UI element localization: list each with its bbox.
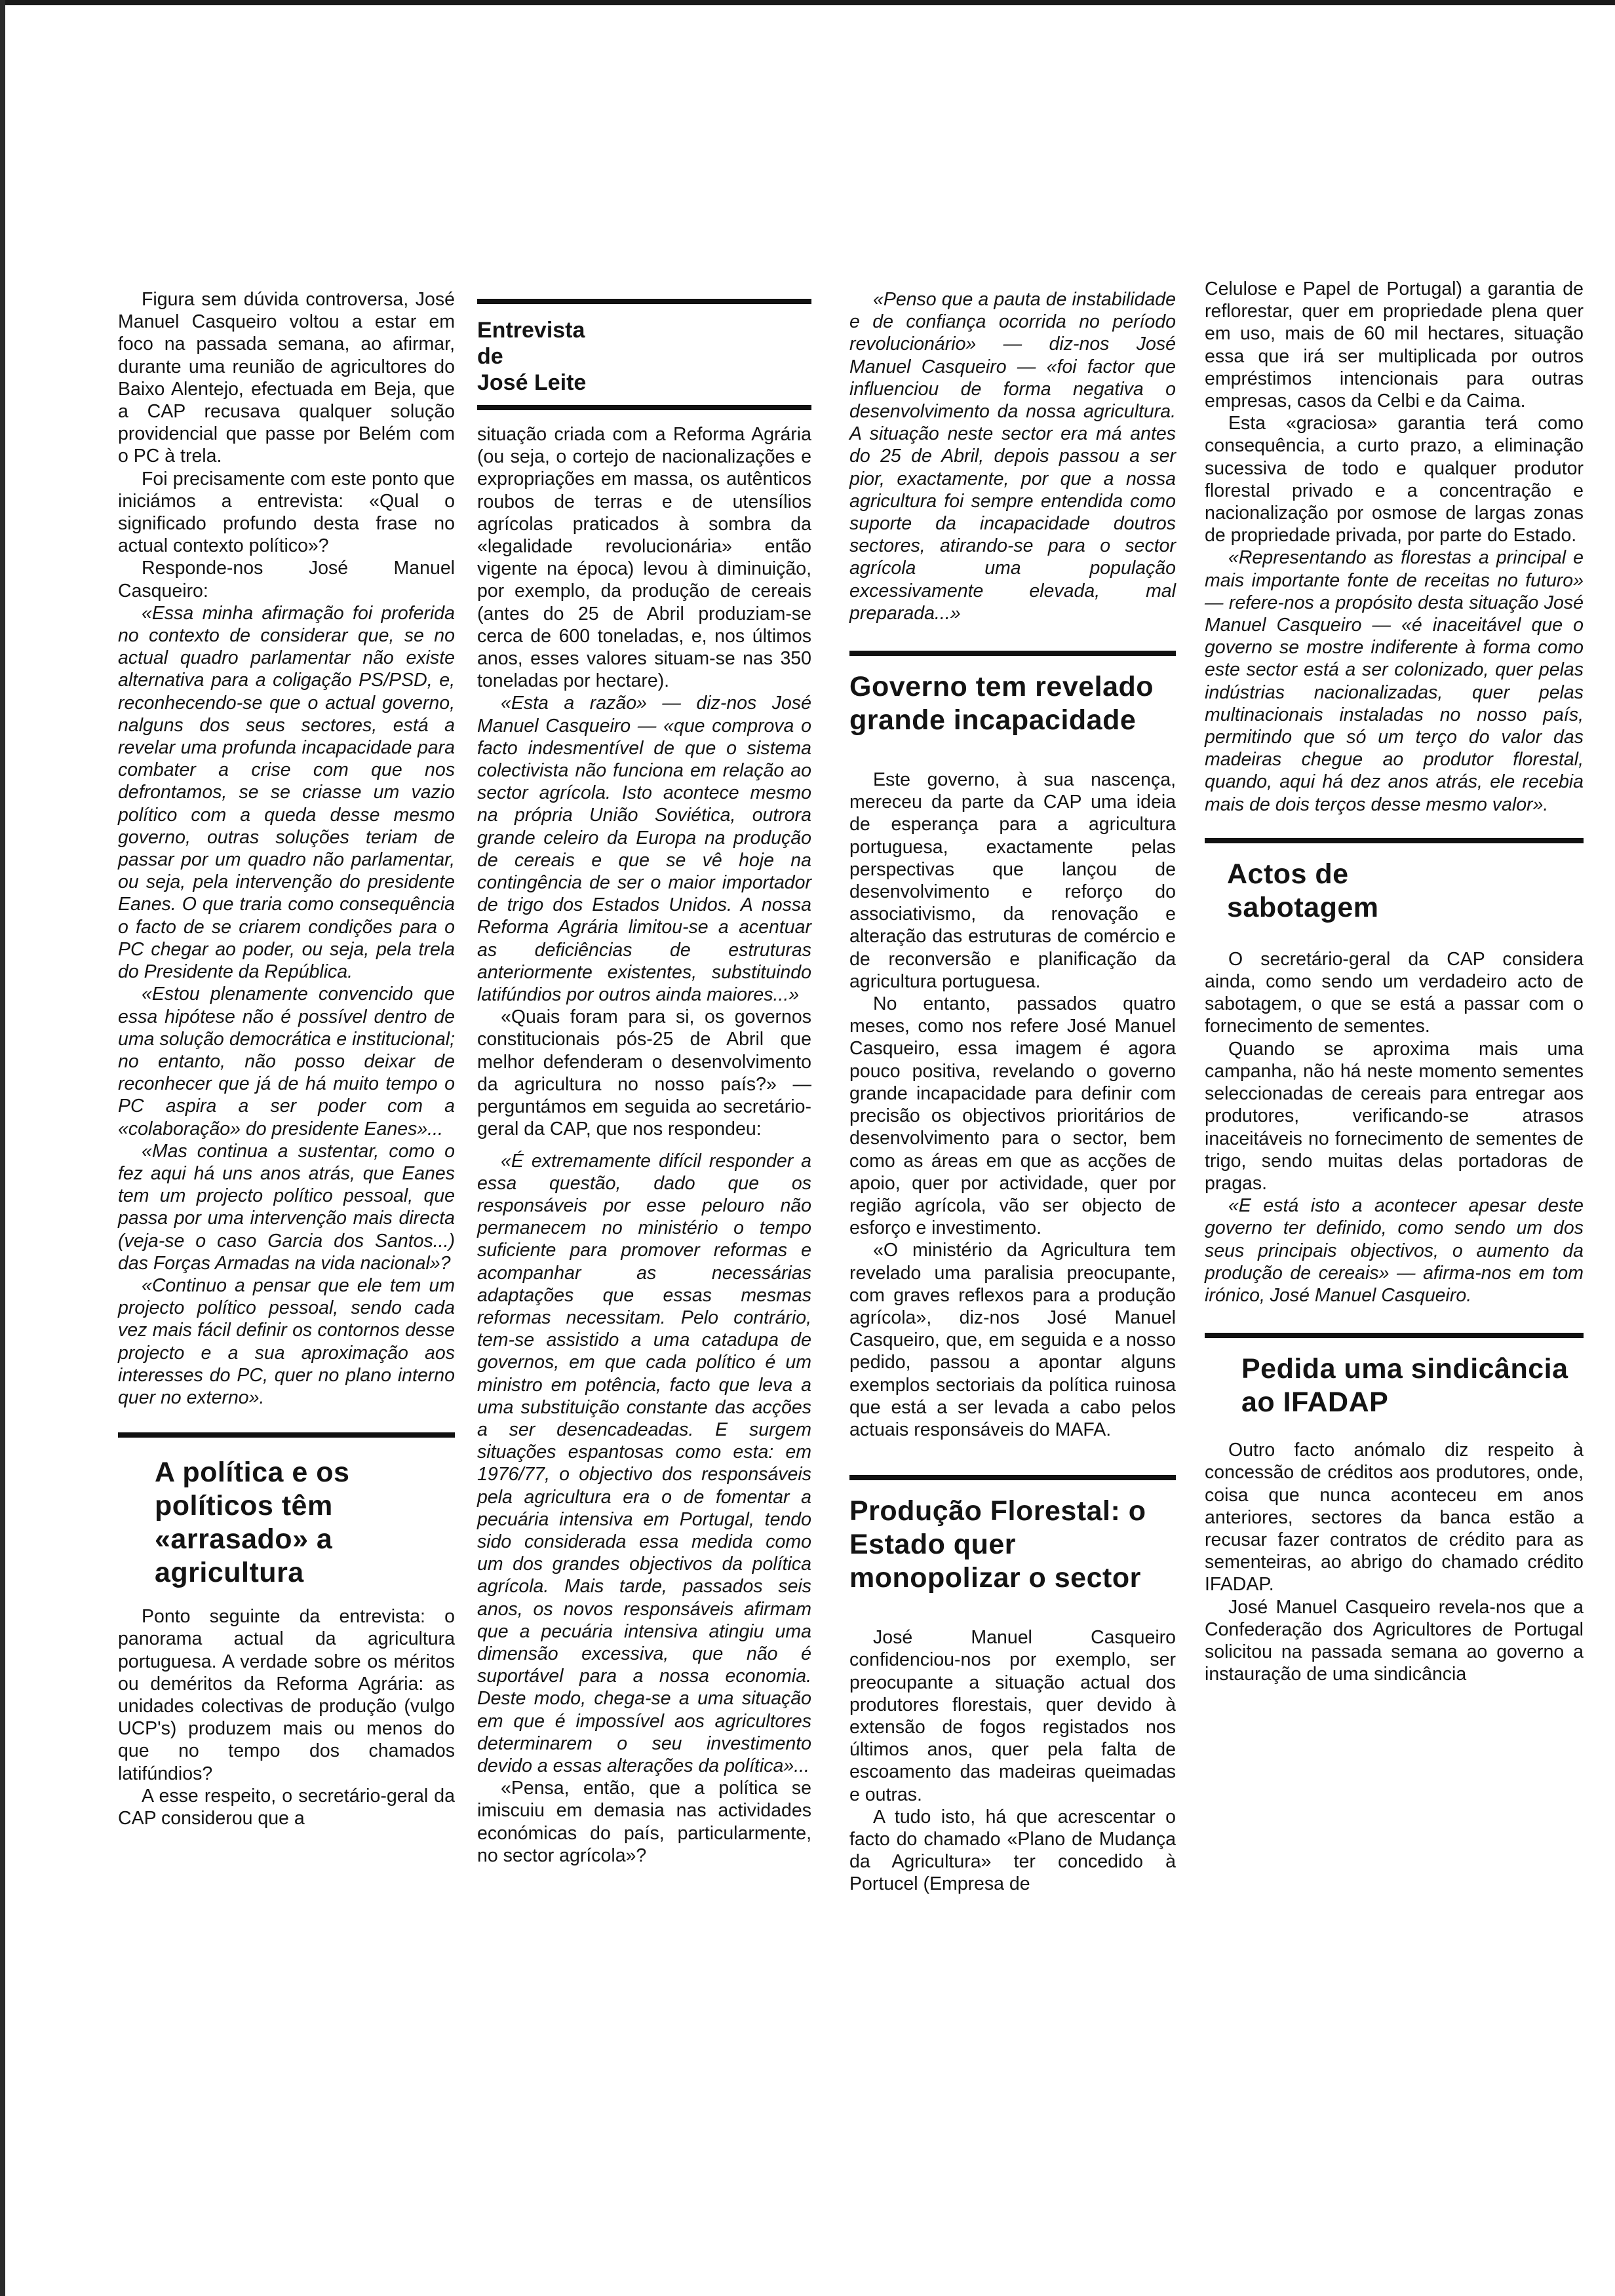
article-paragraph: Esta «graciosa» garantia terá como consequência, a curto prazo, a eliminação sucessiva de todo e qualquer produtor florestal privado e a concentração e nacionalização por osmose de largas zonas de propriedade privada, por parte do Estado.	[1205, 413, 1584, 546]
article-paragraph: Figura sem dúvida controversa, José Manuel Casqueiro voltou a estar em foco na passada semana, ao afirmar, durante uma reunião de agricultores do Baixo Alentejo, efectuada em Beja, que a CAP recusava qualquer solução providencial que passe por Belém com o PC à trela.	[118, 289, 455, 467]
section-heading-ifadap: Pedida uma sindicância ao IFADAP	[1241, 1353, 1568, 1419]
article-paragraph: José Manuel Casqueiro revela-nos que a Confederação dos Agricultores de Portugal solicitou na passada semana ao governo a instauração de uma sindicância	[1205, 1596, 1584, 1685]
byline-author: José Leite	[477, 370, 587, 395]
question-paragraph: «Quais foram para si, os governos constitucionais pós-25 de Abril que melhor defenderam o desenvolvimento da agricultura no nosso país?» — perguntámos em seguida ao secretário-geral da CAP, que nos respondeu:	[477, 1006, 811, 1140]
quote-paragraph: «E está isto a acontecer apesar deste governo ter definido, como sendo um dos seus principais objectivos, o aumento da produção de cereais» — afirma-nos em tom irónico, José Manuel Casqueiro.	[1205, 1195, 1584, 1306]
article-paragraph: Celulose e Papel de Portugal) a garantia de reflorestar, quer em propriedade plena quer em uso, mais de 60 mil hectares, situação essa que irá ser multiplicada por outros empréstimos intencionais para outras empresas, casos da Celbi e da Caima.	[1205, 278, 1584, 412]
quote-paragraph: «Penso que a pauta de instabilidade e de confiança ocorrida no período revolucionário» — diz-nos José Manuel Casqueiro — «foi factor que influenciou de forma negativa o desenvolvimento da nossa agricultura. A situação neste sector era má antes do 25 de Abril, depois passou a ser pior, exactamente, por que a nossa agricultura foi sempre entendida como suporte da incapacidade doutros sectores, atirando-se para o sector agrícola uma população excessivamente elevada, mal preparada...»	[849, 289, 1176, 624]
article-paragraph: A esse respeito, o secretário-geral da CAP considerou que a	[118, 1785, 455, 1829]
column-3	[849, 288, 1176, 1896]
section-divider	[1205, 838, 1584, 843]
article-paragraph: No entanto, passados quatro meses, como nos refere José Manuel Casqueiro, essa imagem é agora pouco positiva, revelando o governo grande incapacidade para definir com precisão os objectivos prioritários de desenvolvimento para o sector, bem como as áreas em que as acções de apoio, quer por actividade, quer por região agrícola, vão ser objecto de esforço e investimento.	[849, 993, 1176, 1239]
byline-title: Entrevista	[477, 318, 585, 343]
article-paragraph: Foi precisamente com este ponto que iniciámos a entrevista: «Qual o significado profundo desta frase no actual contexto político»?	[118, 468, 455, 557]
article-paragraph: Quando se aproxima mais uma campanha, não há neste momento sementes seleccionadas de cereais para entregar aos produtores, verificando-se atrasos inaceitáveis no fornecimento de sementes de trigo, sendo muitas delas portadoras de pragas.	[1205, 1038, 1584, 1194]
section-heading-sabotage: Actos de sabotagem	[1227, 858, 1379, 923]
quote-paragraph: «É extremamente difícil responder a essa questão, dado que os responsáveis por esse pelouro não permanecem no ministério o tempo suficiente para promover reformas e acompanhar as necessárias adaptações que essas mesmas reformas necessitam. Pelo contrário, tem-se assistido a uma catadupa de governos, em que cada político é um ministro em potência, facto que leva a uma substituição constante das acções a ser desencadeadas. E surgem situações espantosas como esta: em 1976/77, o objectivo dos responsáveis pela agricultura era o de fomentar a pecuária intensiva em Portugal, tendo sido considerada essa medida como um dos grandes objectivos da política agrícola. Mais tarde, passados seis anos, os novos responsáveis afirmam que a pecuária intensiva atingiu uma dimensão excessiva, que não é suportável para a nossa economia. Deste modo, chega-se a uma situação em que é impossível aos agricultores determinarem o seu investimento devido a essas alterações da política»...	[477, 1150, 811, 1776]
section-heading-forestry: Produção Florestal: o Estado quer monopolizar o sector	[849, 1495, 1146, 1594]
quote-paragraph: «Estou plenamente convencido que essa hipótese não é possível dentro de uma solução democrática e institucional; no entanto, não posso deixar de reconhecer que já de há muito tempo o PC aspira a ser poder com a «colaboração» do presidente Eanes»...	[118, 984, 455, 1139]
byline-de: de	[477, 344, 503, 369]
article-paragraph: O secretário-geral da CAP considera ainda, como sendo um verdadeiro acto de sabotagem, o que se está a passar com o fornecimento de sementes.	[1205, 948, 1584, 1037]
article-paragraph: situação criada com a Reforma Agrária (ou seja, o cortejo de nacionalizações e expropriações em massa, os autênticos roubos de terras e de utensílios agrícolas praticados à sombra da «legalidade revolucionária» então vigente na época) levou à diminuição, por exemplo, da produção de cereais (antes do 25 de Abril produziam-se cerca de 600 toneladas, e, nos últimos anos, esses valores situam-se nas 350 toneladas por hectare).	[477, 424, 811, 692]
article-paragraph: Outro facto anómalo diz respeito à concessão de créditos aos produtores, onde, coisa que nunca aconteceu em anos anteriores, sectores da banca estão a recusar fazer contratos de crédito para as sementeiras, ao abrigo do chamado crédito IFADAP.	[1205, 1440, 1584, 1596]
article-paragraph: Ponto seguinte da entrevista: o panorama actual da agricultura portuguesa. A verdade sobre os méritos ou deméritos da Reforma Agrária: as unidades colectivas de produção (vulgo UCP's) produzem mais ou menos do que no tempo dos chamados latifúndios?	[118, 1606, 455, 1784]
question-paragraph: «Pensa, então, que a política se imiscuiu em demasia nas actividades económicas do país, particularmente, no sector agrícola»?	[477, 1778, 811, 1866]
article-paragraph: A tudo isto, há que acrescentar o facto do chamado «Plano de Mudança da Agricultura» ter concedido à Portucel (Empresa de	[849, 1806, 1176, 1895]
byline-bottom-rule	[477, 405, 811, 410]
article-paragraph: Este governo, à sua nascença, mereceu da parte da CAP uma ideia de esperança para a agricultura portuguesa, exactamente pelas perspectivas que lançou de desenvolvimento e reforço do associativismo, da renovação e alteração das estruturas de comércio e de reconversão e planificação da agricultura portuguesa.	[849, 769, 1176, 992]
article-paragraph: «O ministério da Agricultura tem revelado uma paralisia preocupante, com graves reflexos para a produção agrícola», diz-nos José Manuel Casqueiro, que, em seguida e a nosso pedido, passou a apontar alguns exemplos sectoriais da política ruinosa que está a ser levada a cabo pelos actuais responsáveis do MAFA.	[849, 1240, 1176, 1440]
article-paragraph: Responde-nos José Manuel Casqueiro:	[118, 558, 455, 602]
section-divider	[849, 1475, 1176, 1480]
column-2	[477, 299, 811, 1867]
section-heading-politics: A política e os políticos têm «arrasado» a agricultura	[155, 1457, 350, 1589]
quote-paragraph: «Essa minha afirmação foi proferida no contexto de considerar que, se no actual quadro parlamentar não existe alternativa para a coligação PS/PSD, e, reconhecendo-se que o actual governo, nalguns dos seus sectores, está a revelar uma profunda incapacidade para combater a crise com que nos defrontamos, se se criasse um vazio político com a queda desse mesmo governo, outras soluções teriam de passar por um quadro não parlamentar, ou seja, pela intervenção do presidente Eanes. O que traria como consequência o facto de se criarem condições para o PC chegar ao poder, ou seja, pela trela do Presidente da República.	[118, 602, 455, 983]
section-divider	[1205, 1333, 1584, 1338]
question-paragraph: «Mas continua a sustentar, como o fez aqui há uns anos atrás, que Eanes tem um projecto político pessoal, que passa por uma intervenção mais directa (veja-se o caso Garcia dos Santos...) das Forças Armadas na vida nacional»?	[118, 1140, 455, 1274]
column-1	[118, 288, 455, 1829]
section-heading-government: Governo tem revelado grande incapacidade	[849, 671, 1154, 737]
section-divider	[849, 651, 1176, 656]
article-paragraph: José Manuel Casqueiro confidenciou-nos por exemplo, ser preocupante a situação actual dos produtores florestais, quer devido à extensão de fogos registados nos últimos anos, quer pela falta de escoamento das madeiras queimadas e outras.	[849, 1627, 1176, 1805]
page-left-border	[0, 0, 5, 2296]
byline-top-rule	[477, 299, 811, 304]
section-divider	[118, 1432, 455, 1438]
quote-paragraph: «Representando as florestas a principal e mais importante fonte de receitas no futuro» — refere-nos a propósito desta situação José Manuel Casqueiro — «é inaceitável que o governo se mostre indiferente à forma como este sector está a ser colonizado, quer pelas indústrias nacionalizadas, quer pelas multinacionais instaladas no nosso país, permitindo que só um terço do valor das madeiras chegue ao produtor florestal, quando, aqui há dez anos atrás, ele recebia mais de dois terços desse mesmo valor».	[1205, 547, 1584, 815]
quote-paragraph: «Continuo a pensar que ele tem um projecto político pessoal, sendo cada vez mais fácil definir os contornos desse projecto e a sua aproximação aos interesses do PC, quer no plano interno quer no externo».	[118, 1274, 455, 1408]
column-4	[1205, 278, 1584, 1685]
page-top-border	[0, 0, 1615, 5]
quote-paragraph: «Esta a razão» — diz-nos José Manuel Casqueiro — «que comprova o facto indesmentível de que o sistema colectivista não funciona em relação ao sector agrícola. Isto acontece mesmo na própria União Soviética, outrora grande celeiro da Europa na produção de cereais e que se vê hoje na contingência de ser o maior importador de trigo dos Estados Unidos. A nossa Reforma Agrária limitou-se a acentuar as deficiências de estruturas anteriormente existentes, substituindo latifúndios por outros ainda maiores...»	[477, 693, 811, 1006]
